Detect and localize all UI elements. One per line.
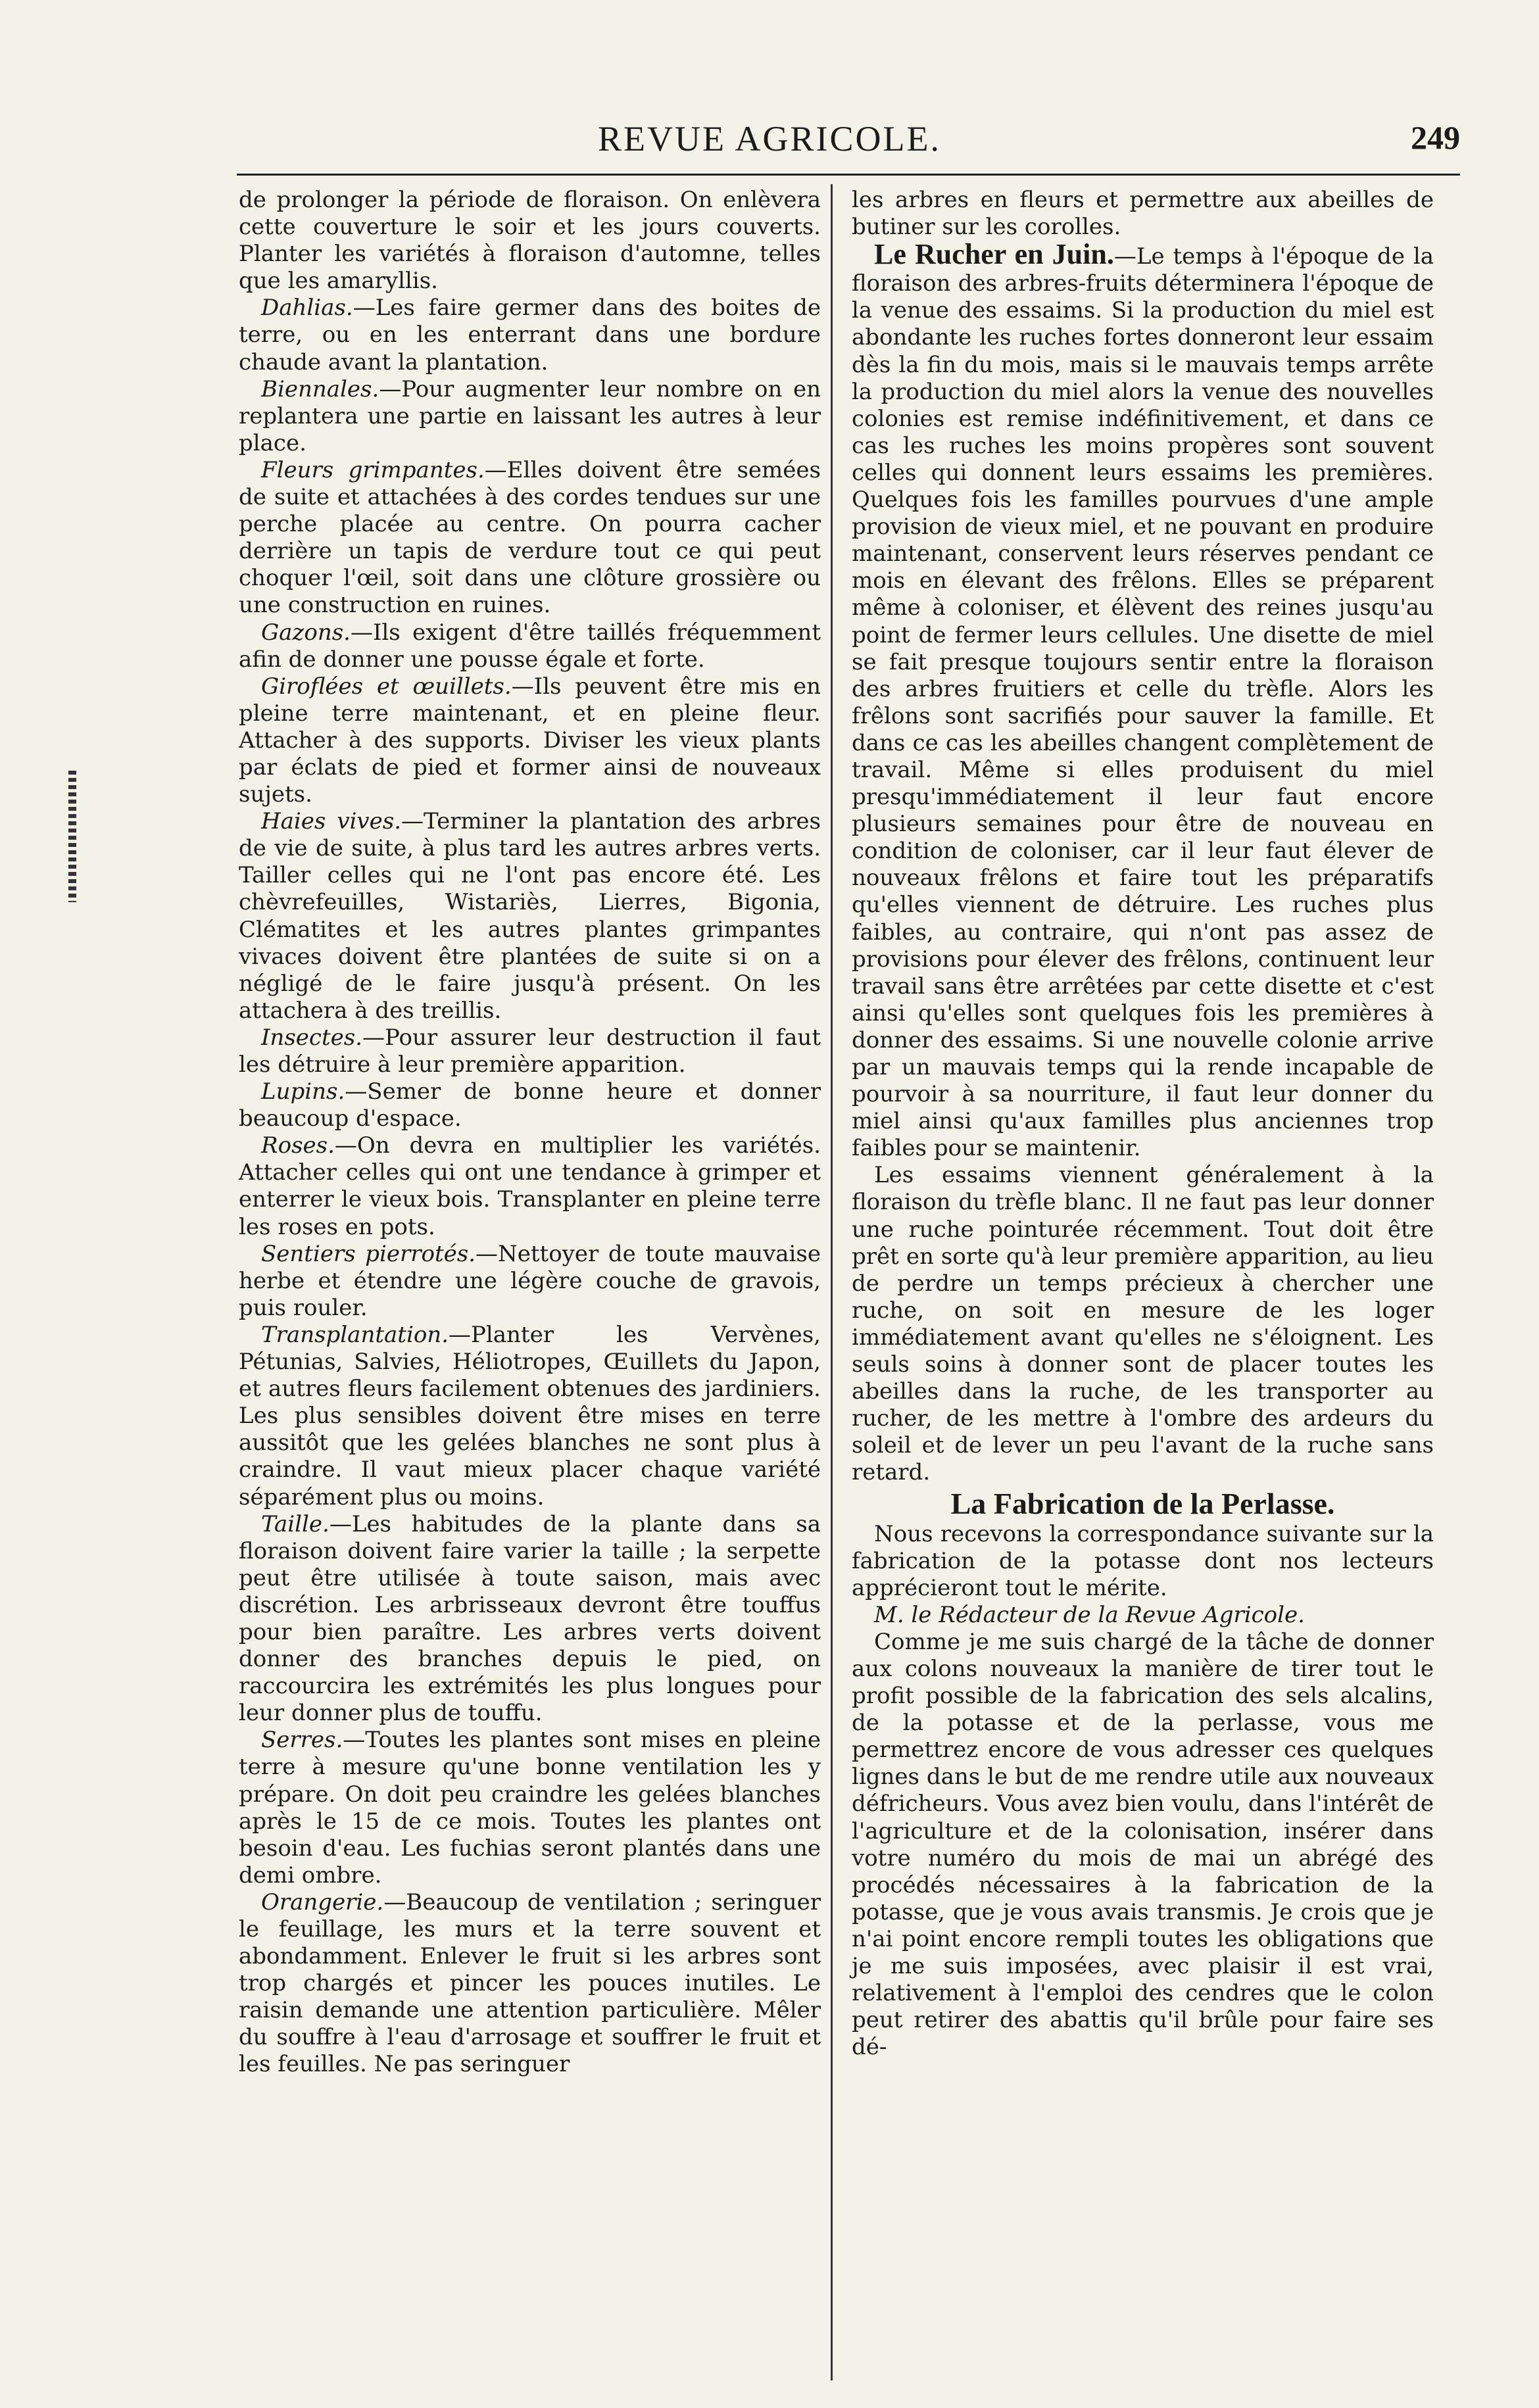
paragraph <box>239 1322 821 1511</box>
entry-term: Biennales. <box>261 375 379 402</box>
paragraph <box>239 673 821 808</box>
entry-text: —Elles doivent être semées de suite et attachées à des cordes tendues sur une perche placée au centre. On pourra cacher derrière un tapis de verdure tout ce qui peut choquer l'œil, soit dans une clôture grossière ou une construction en ruines. <box>239 456 821 619</box>
paragraph <box>239 295 821 375</box>
paragraph <box>239 1132 821 1240</box>
entry-term: Giroflées et œuillets. <box>261 673 512 700</box>
paragraph <box>239 1241 821 1322</box>
entry-text: —Beaucoup de ventilation ; seringuer le feuillage, les murs et la terre souvent et abondamment. Enlever le fruit si les arbres sont trop chargés et pincer les pouces inutiles. Le raisin demande une attention particulière. Mêler du souffre à l'eau d'arrosage et souffrer le fruit et les feuilles. Ne pas seringuer <box>239 1889 821 2078</box>
paragraph: Comme je me suis chargé de la tâche de donner aux colons nouveaux la manière de tirer tout le profit possible de la fabrication des sels alcalins, de la potasse et de la perlasse, vous me permettrez encore de vous adresser ces quelques lignes dans le but de me rendre utile aux nouveaux défricheurs. Vous avez bien voulu, dans l'intérêt de l'agriculture et de la colonisation, insérer dans votre numéro du mois de mai un abrégé des procédés nécessaires à la fabrication de la potasse, que je vous avais transmis. Je crois que je n'ai point encore rempli toutes les obligations que je me suis imposées, avec plaisir il est vrai, relativement à l'emploi des cendres que le colon peut retirer des abattis qu'il brûle pour faire ses dé- <box>852 1628 1434 2061</box>
paragraph: de prolonger la période de floraison. On enlèvera cette couverture le soir et les jours couverts. Planter les variétés à floraison d'automne, telles que les amaryllis. <box>239 187 821 295</box>
section-heading-perlasse: La Fabrication de la Perlasse. <box>950 1486 1335 1520</box>
entry-term: Fleurs grimpantes. <box>261 456 485 483</box>
paragraph <box>239 619 821 673</box>
entry-text: —Planter les Vervènes, Pétunias, Salvies, Héliotropes, Œuillets du Japon, et autres fleurs facilement obtenues des jardiniers. Les plus sensibles doivent être mises en terre aussitôt que les gelées blanches ne sont plus à craindre. Il vaut mieux placer chaque variété séparément plus ou moins. <box>239 1321 821 1510</box>
entry-term: Haies vives. <box>261 808 402 835</box>
entry-term: Serres. <box>261 1727 343 1754</box>
left-column <box>239 187 821 2079</box>
column-divider <box>831 184 833 2380</box>
paragraph <box>852 238 1434 1162</box>
paragraph <box>239 457 821 619</box>
entry-text: —Le temps à l'époque de la floraison des arbres-fruits déterminera l'époque de la venue des essaims. Si la production du miel est abondante les ruches fortes donneront leur essaim dès la fin du mois, mais si le mauvais temps arrête la production du miel alors la venue des nouvelles colonies est remise indéfinitivement, et dans ce cas les ruches les moins propères sont souvent celles qui donnent leurs essaims les premières. Quelques fois les familles pourvues d'une ample provision de vieux miel, et ne pouvant en produire maintenant, conservent leurs réserves pendant ce mois en élevant des frêlons. Elles se préparent même à coloniser, et élèvent des reines jusqu'au point de fermer leurs cellules. Une disette de miel se fait presque toujours sentir entre la floraison des arbres fruitiers et celle du trèfle. Alors les frêlons sont sacrifiés pour sauver la famille. Et dans ce cas les abeilles changent complètement de travail. Même si elles produisent du miel presqu'immédiatement il leur faut encore plusieurs semaines pour être de nouveau en condition de coloniser, car il leur faut élever de nouveaux frêlons et faire tout les préparatifs qu'elles viennent de détruire. Les ruches plus faibles, au contraire, qui n'ont pas assez de provisions pour élever des frêlons, continuent leur travail sans être arrêtées par cette disette et c'est ainsi qu'elles sont quelques fois les premières à donner des essaims. Si une nouvelle colonie arrive par un mauvais temps qui la rende incapable de pourvoir à sa nourriture, il faut leur donner du miel ainsi qu'aux familles plus anciennes trop faibles pour se maintenir. <box>852 243 1434 1162</box>
entry-text: —Les habitudes de la plante dans sa floraison doivent faire varier la taille ; la serpette peut être utilisée à toute saison, mais avec discrétion. Les arbrisseaux devront être touffus pour bien paraître. Les arbres verts doivent donner des branches depuis le pied, on raccourcira les extrémités les plus longues pour leur donner plus de touffu. <box>239 1510 821 1727</box>
paragraph: Les essaims viennent généralement à la floraison du trèfle blanc. Il ne faut pas leur donner une ruche pointurée récemment. Tout doit être prêt en sorte qu'à leur première apparition, au lieu de perdre un temps précieux à chercher une ruche, on soit en mesure de les loger immédiatement avant qu'elles ne s'éloignent. Les seuls soins à donner sont de placer toutes les abeilles dans la ruche, de les transporter au rucher, de les mettre à l'ombre des ardeurs du soleil et de lever un peu l'avant de la ruche sans retard. <box>852 1162 1434 1486</box>
entry-text: —Les faire germer dans des boites de terre, ou en les enterrant dans une bordure chaude avant la plantation. <box>239 295 821 375</box>
entry-term: Sentiers pierrotés. <box>261 1240 476 1267</box>
entry-term: Gazons. <box>261 619 351 646</box>
paragraph <box>239 376 821 457</box>
journal-title: REVUE AGRICOLE. <box>598 119 941 158</box>
entry-term: Transplantation. <box>261 1321 449 1348</box>
entry-term: Insectes. <box>261 1024 362 1051</box>
entry-text: —Semer de bonne heure et donner beaucoup d'espace. <box>239 1078 821 1132</box>
paragraph <box>239 1024 821 1078</box>
paragraph: les arbres en fleurs et permettre aux abeilles de butiner sur les corolles. <box>852 187 1434 241</box>
entry-text: —Ils exigent d'être taillés fréquemment afin de donner une pousse égale et forte. <box>239 619 821 673</box>
right-column <box>852 187 1434 2061</box>
scan-binding-mark <box>68 771 76 902</box>
entry-text: —Pour assurer leur destruction il faut les détruire à leur première apparition. <box>239 1024 821 1078</box>
paragraph <box>239 1078 821 1132</box>
paragraph <box>239 1511 821 1727</box>
entry-text: —Nettoyer de toute mauvaise herbe et étendre une légère couche de gravois, puis rouler. <box>239 1240 821 1321</box>
entry-text: —On devra en multiplier les variétés. Attacher celles qui ont une tendance à grimper et enterrer le vieux bois. Transplanter en pleine terre les roses en pots. <box>239 1132 821 1240</box>
letter-salutation: M. le Rédacteur de la Revue Agricole. <box>874 1601 1305 1628</box>
entry-text: —Terminer la plantation des arbres de vie de suite, à plus tard les autres arbres verts. Tailler celles qui ne l'ont pas encore été. Les chèvrefeuilles, Wistariès, Lierres, Bigonia, Clématites et les autres plantes grimpantes vivaces doivent être plantées de suite si on a négligé de le faire jusqu'à présent. On les attachera à des treillis. <box>239 808 821 1024</box>
entry-term: Dahlias. <box>261 295 353 322</box>
paragraph <box>239 1727 821 1889</box>
entry-text: —Ils peuvent être mis en pleine terre maintenant, et en pleine fleur. Attacher à des supports. Diviser les vieux plants par éclats de pied et former ainsi de nouveaux sujets. <box>239 673 821 808</box>
entry-term: Roses. <box>261 1132 335 1159</box>
section-heading-rucher: Le Rucher en Juin. <box>874 238 1114 271</box>
entry-text: —Pour augmenter leur nombre on en replantera une partie en laissant les autres à leur place. <box>239 375 821 456</box>
page-number: 249 <box>1411 119 1460 156</box>
entry-term: Taille. <box>261 1510 330 1537</box>
header-rule <box>237 174 1460 176</box>
paragraph: Nous recevons la correspondance suivante sur la fabrication de la potasse dont nos lecteurs apprécieront tout le mérite. <box>852 1520 1434 1601</box>
entry-text: —Toutes les plantes sont mises en pleine terre à mesure qu'une bonne ventilation les y prépare. On doit peu craindre les gelées blanches après le 15 de ce mois. Toutes les plantes ont besoin d'eau. Les fuchias seront plantés dans une demi ombre. <box>239 1727 821 1889</box>
entry-term: Lupins. <box>261 1078 345 1105</box>
entry-term: Orangerie. <box>261 1889 384 1915</box>
paragraph <box>239 1889 821 2079</box>
paragraph <box>239 808 821 1024</box>
